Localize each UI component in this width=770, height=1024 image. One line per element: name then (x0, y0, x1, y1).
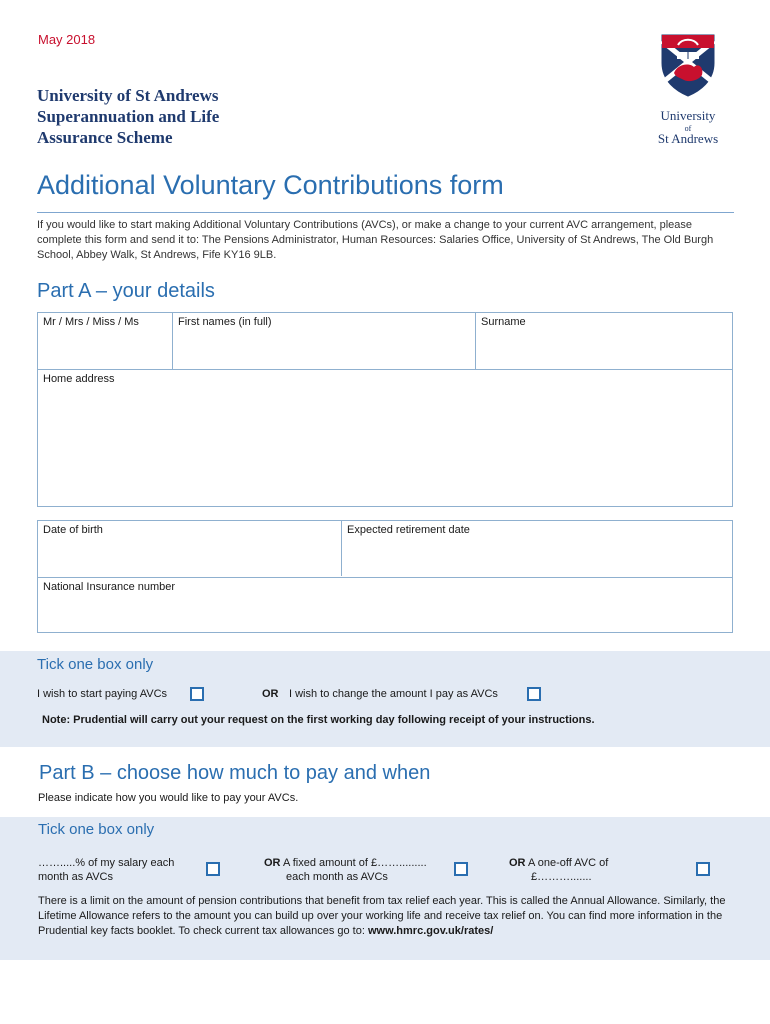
fixed-amount-option: OR A fixed amount of £……......... each month as AVCs (264, 857, 427, 883)
part-b-subtext: Please indicate how you would like to pay your AVCs. (38, 792, 299, 804)
part-a-dates-box (37, 520, 733, 633)
part-a-tick-heading: Tick one box only (37, 656, 154, 673)
part-b-heading: Part B – choose how much to pay and when (39, 762, 431, 784)
start-avc-checkbox[interactable] (190, 687, 204, 701)
intro-text: If you would like to start making Additional Voluntary Contributions (AVCs), or make a change to your current AVC arrangement, please complete this form and send it to: The Pensions Administrator, Human Resources: Salaries Office, University of St Andrews, The Old Burgh School, Abbey Walk, St Andrews, Fife KY16 9LB. (37, 219, 714, 261)
surname-field[interactable]: Surname (481, 316, 526, 328)
change-avc-label: I wish to change the amount I pay as AVCs (289, 688, 498, 700)
university-logo: University of St Andrews (648, 33, 728, 145)
form-date: May 2018 (38, 32, 96, 47)
allowance-text: There is a limit on the amount of pension contributions that benefit from tax relief each year. This is called the Annual Allowance. Similarly, the Lifetime Allowance refers to the amount you can build up over your working life and receive tax relief on. You can find more information in the Prudential key facts booklet. To check current tax allowances go to: www.hmrc.gov.uk/rates/ (38, 895, 726, 937)
title-divider (37, 212, 734, 213)
scheme-name: University of St Andrews Superannuation and Life Assurance Scheme (37, 86, 220, 147)
fixed-amount-checkbox[interactable] (454, 862, 468, 876)
prudential-note: Note: Prudential will carry out your request on the first working day following receipt of your instructions. (42, 714, 595, 726)
date-of-birth-field[interactable]: Date of birth (43, 524, 103, 536)
ni-number-field[interactable]: National Insurance number (43, 581, 176, 593)
change-avc-checkbox[interactable] (527, 687, 541, 701)
part-a-tick-band (0, 651, 770, 747)
one-off-option: OR A one-off AVC of £………....... (509, 857, 609, 883)
part-b-tick-heading: Tick one box only (38, 821, 155, 838)
part-a-heading: Part A – your details (37, 280, 215, 302)
salary-percent-checkbox[interactable] (206, 862, 220, 876)
hmrc-link[interactable]: www.hmrc.gov.uk/rates/ (367, 925, 494, 937)
salary-percent-option: …….....% of my salary each month as AVCs (38, 857, 175, 883)
title-field[interactable]: Mr / Mrs / Miss / Ms (43, 316, 139, 328)
part-a-details-box (37, 312, 733, 507)
or-label: OR (262, 688, 279, 700)
part-b-tick-band (0, 817, 770, 960)
form-title: Additional Voluntary Contributions form (37, 170, 504, 200)
home-address-field[interactable]: Home address (43, 373, 115, 385)
first-names-field[interactable]: First names (in full) (178, 316, 272, 328)
one-off-checkbox[interactable] (696, 862, 710, 876)
retirement-date-field[interactable]: Expected retirement date (347, 524, 470, 536)
university-crest-icon (660, 33, 716, 97)
start-avc-label: I wish to start paying AVCs (37, 688, 168, 700)
